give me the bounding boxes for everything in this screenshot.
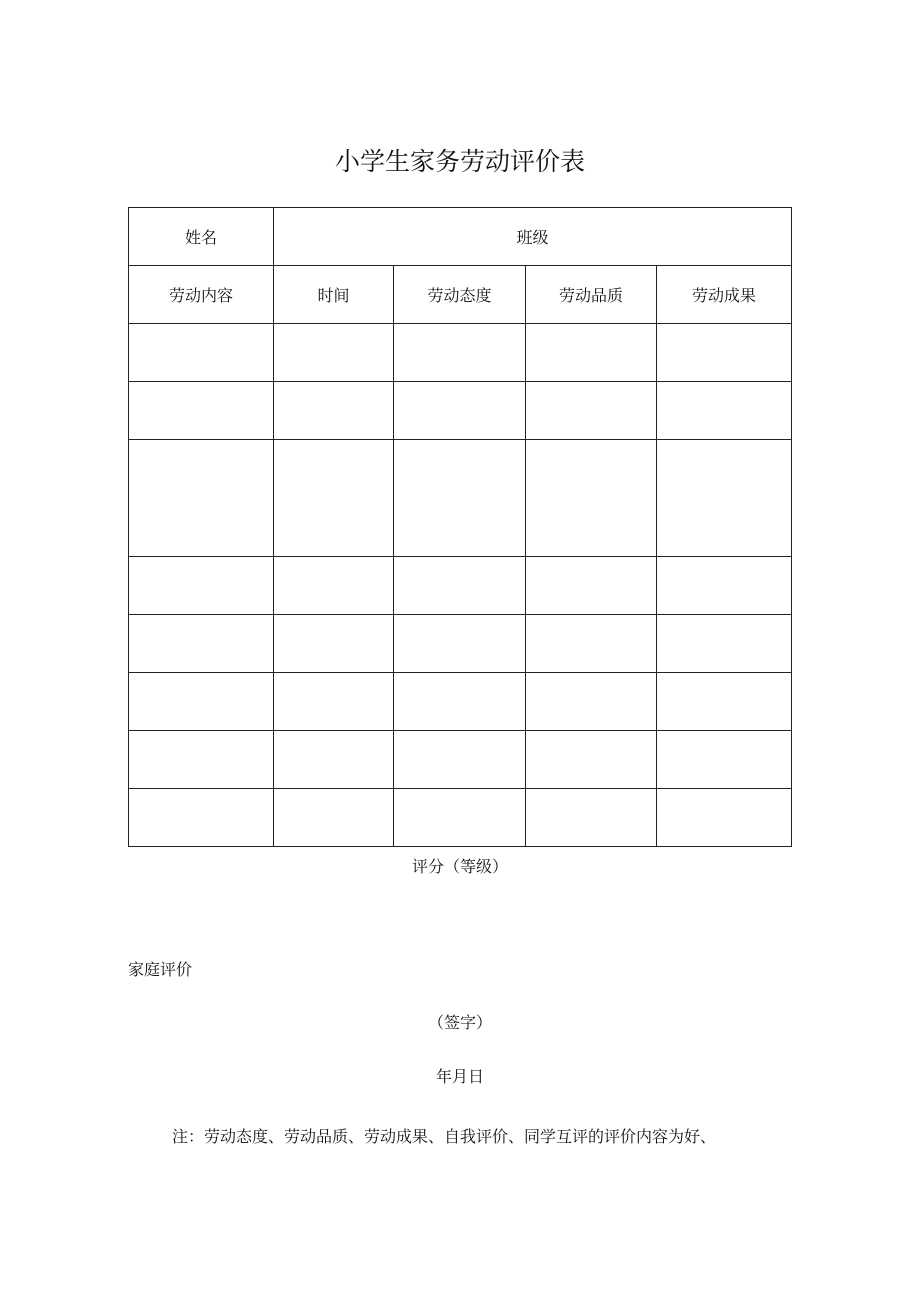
date-label: 年月日 — [435, 1067, 484, 1086]
table-row — [129, 615, 792, 673]
table-cell[interactable] — [129, 731, 274, 789]
header-labor-result: 劳动成果 — [657, 266, 792, 324]
table-row — [129, 382, 792, 440]
table-cell[interactable] — [129, 673, 274, 731]
header-labor-quality: 劳动品质 — [526, 266, 657, 324]
table-row — [129, 789, 792, 847]
table-cell[interactable] — [657, 382, 792, 440]
family-evaluation-label: 家庭评价 — [128, 960, 193, 979]
table-cell[interactable] — [657, 789, 792, 847]
table-cell[interactable] — [274, 615, 394, 673]
table-cell[interactable] — [274, 440, 394, 557]
table-header-row — [129, 266, 792, 324]
header-labor-content: 劳动内容 — [129, 266, 274, 324]
table-cell[interactable] — [657, 440, 792, 557]
table-cell[interactable] — [129, 557, 274, 615]
header-time: 时间 — [274, 266, 394, 324]
table-cell[interactable] — [657, 615, 792, 673]
table-cell[interactable] — [274, 789, 394, 847]
table-row — [129, 324, 792, 382]
table-cell[interactable] — [394, 731, 526, 789]
score-label: 评分（等级） — [411, 857, 508, 876]
table-cell[interactable] — [657, 324, 792, 382]
table-row-name-class — [129, 208, 792, 266]
class-label-cell: 班级 — [274, 208, 792, 266]
table-cell[interactable] — [526, 324, 657, 382]
table-cell[interactable] — [274, 324, 394, 382]
name-label-cell: 姓名 — [129, 208, 274, 266]
note-text: 注：劳动态度、劳动品质、劳动成果、自我评价、同学互评的评价内容为好、 — [172, 1127, 717, 1146]
table-cell[interactable] — [274, 382, 394, 440]
table-cell[interactable] — [394, 324, 526, 382]
table-row — [129, 731, 792, 789]
table-cell[interactable] — [657, 731, 792, 789]
table-cell[interactable] — [129, 789, 274, 847]
table-row — [129, 440, 792, 557]
table-row — [129, 557, 792, 615]
table-cell[interactable] — [274, 673, 394, 731]
table-cell[interactable] — [394, 615, 526, 673]
table-row — [129, 673, 792, 731]
table-cell[interactable] — [526, 557, 657, 615]
table-cell[interactable] — [394, 382, 526, 440]
table-cell[interactable] — [274, 731, 394, 789]
evaluation-table — [128, 207, 792, 847]
table-cell[interactable] — [274, 557, 394, 615]
table-cell[interactable] — [394, 789, 526, 847]
table-cell[interactable] — [657, 673, 792, 731]
table-cell[interactable] — [526, 731, 657, 789]
table-cell[interactable] — [394, 557, 526, 615]
table-cell[interactable] — [129, 615, 274, 673]
table-cell[interactable] — [526, 440, 657, 557]
signature-label: （签字） — [427, 1013, 492, 1032]
table-cell[interactable] — [526, 615, 657, 673]
table-cell[interactable] — [394, 440, 526, 557]
table-cell[interactable] — [526, 789, 657, 847]
table-cell[interactable] — [394, 673, 526, 731]
document-title: 小学生家务劳动评价表 — [334, 147, 585, 176]
table-cell[interactable] — [526, 382, 657, 440]
table-cell[interactable] — [526, 673, 657, 731]
table-cell[interactable] — [129, 324, 274, 382]
table-cell[interactable] — [129, 440, 274, 557]
table-cell[interactable] — [657, 557, 792, 615]
header-labor-attitude: 劳动态度 — [394, 266, 526, 324]
table-cell[interactable] — [129, 382, 274, 440]
